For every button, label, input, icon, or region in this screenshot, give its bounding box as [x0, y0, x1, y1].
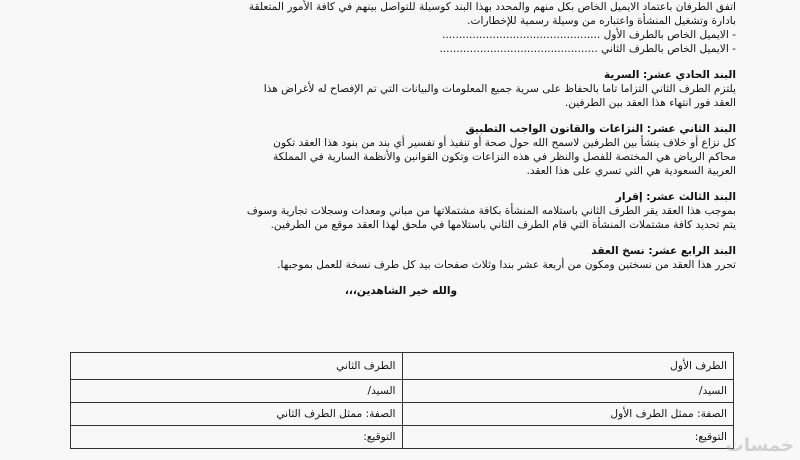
party1-name: السيد/ — [402, 380, 734, 403]
party2-name: السيد/ — [71, 380, 403, 403]
intro-email-party2: - الايميل الخاص بالطرف الثاني ............................................... — [439, 43, 736, 55]
contract-text — [66, 0, 736, 298]
clause-13-line-1: بموجب هذا العقد يقر الطرف الثاني باستلامه المنشأة بكافة مشتملاتها من مباني ومعدات وسجلات تجارية وسوف — [246, 205, 736, 217]
party2-capacity: الصفة: ممثل الطرف الثاني — [71, 403, 403, 426]
party1-capacity: الصفة: ممثل الطرف الأول — [402, 403, 734, 426]
closing-statement: والله خير الشاهدين،،، — [344, 285, 458, 297]
intro-line-2: بادارة وتشغيل المنشأة واعتباره من وسيلة رسمية للإخطارات. — [467, 15, 736, 27]
intro-email-party1: - الايميل الخاص بالطرف الأول ............................................... — [442, 29, 736, 41]
intro-line-1: اتفق الطرفان باعتماد الايميل الخاص بكل منهم والمحدد بهذا البند كوسيلة للتواصل بينهم في كافة الأمور المتعلقة — [248, 1, 736, 13]
clause-14-line-1: تحرر هذا العقد من نسختين ومكون من أربعة عشر بندا وثلاث صفحات بيد كل طرف نسخة للعمل بموجبها. — [277, 259, 736, 271]
clause-12-title: البند الثاني عشر: النزاعات والقانون الواجب التطبيق — [465, 123, 736, 135]
clause-11-title: البند الحادي عشر: السرية — [603, 69, 736, 81]
clause-11-line-2: العقد فور انتهاء هذا العقد بين الطرفين. — [564, 97, 736, 109]
signature-table — [70, 352, 734, 449]
party2-signature: التوقيع: — [71, 426, 403, 449]
clause-13-line-2: يتم تحديد كافة مشتملات المنشأة التي قام الطرف الثاني باستلامها في ملحق لهذا العقد موقع من الطرفين. — [270, 219, 736, 231]
clause-12-line-2: محاكم الرياض هي المختصة للفصل والنظر في هذه النزاعات وتكون القوانين والأنظمة السارية في المملكة — [273, 151, 736, 163]
clause-12-line-1: كل نزاع أو خلاف ينشأ بين الطرفين لاسمح الله حول صحة أو تنفيذ أو تفسير أي بند من بنود هذا العقد تكون — [273, 137, 736, 149]
party1-signature: التوقيع: — [402, 426, 734, 449]
clause-13-title: البند الثالث عشر: إقرار — [615, 191, 736, 203]
watermark-logo: خمسات — [725, 435, 794, 456]
clause-14-title: البند الرابع عشر: نسخ العقد — [591, 245, 736, 257]
clause-12-line-3: العربية السعودية هي التي تسري على هذا العقد. — [526, 165, 736, 177]
party2-header: الطرف الثاني — [71, 353, 403, 380]
party1-header: الطرف الأول — [402, 353, 734, 380]
clause-11-line-1: يلتزم الطرف الثاني التزاما تاما بالحفاظ على سرية جميع المعلومات والبيانات التي تم الإفصاح له لأغراض هذا — [263, 83, 736, 95]
